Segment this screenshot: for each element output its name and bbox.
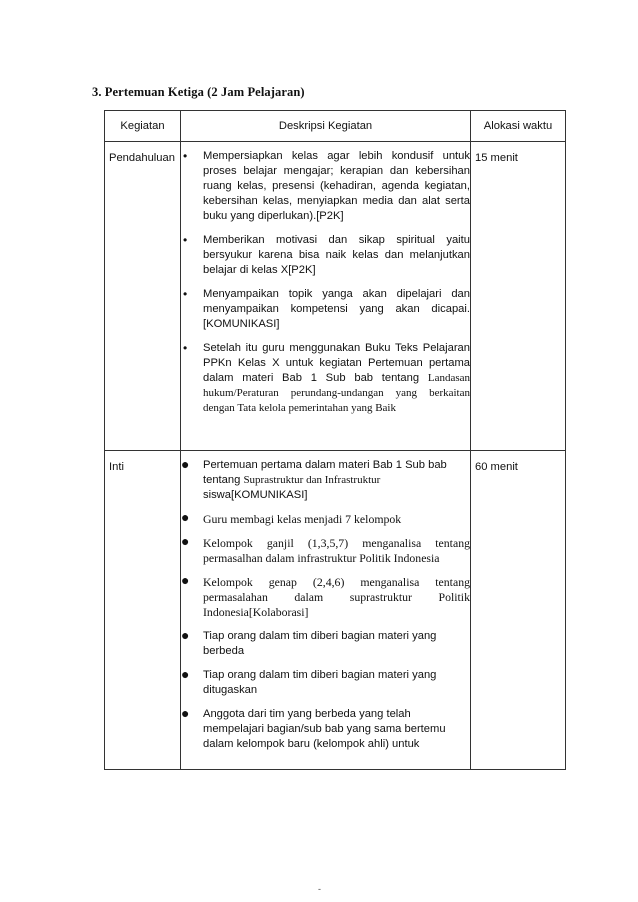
kegiatan-label: Inti — [109, 461, 124, 473]
bullet-icon: • — [183, 149, 188, 163]
header-deskripsi: Deskripsi Kegiatan — [181, 111, 471, 142]
bullet-icon: ● — [181, 627, 190, 643]
table-row — [105, 142, 566, 451]
kegiatan-cell — [105, 451, 181, 770]
kegiatan-label: Pendahuluan — [109, 152, 175, 164]
table-row — [105, 451, 566, 770]
alokasi-cell — [471, 451, 566, 770]
list-item: ● Pertemuan pertama dalam materi Bab 1 Sub bab tentang Suprastruktur dan Infrastruktur siswa[KOMUNIKASI] — [181, 456, 447, 501]
bullet-icon: ● — [181, 666, 190, 682]
header-alokasi: Alokasi waktu — [471, 111, 566, 142]
kegiatan-cell — [105, 142, 181, 451]
bullet-icon: ● — [181, 705, 190, 721]
deskripsi-cell — [181, 451, 471, 770]
page-number: - — [318, 884, 321, 894]
bullet-icon: ● — [181, 456, 190, 472]
list-item: • Setelah itu guru menggunakan Buku Teks Pelajaran PPKn Kelas X untuk kegiatan Pertemuan pertama dalam materi Bab 1 Sub bab tentang Landasan hukum/Peraturan perundang-undangan yang berkaitan dengan Tata kelola pemerintahan yang Baik — [183, 341, 471, 414]
list-item: ● Tiap orang dalam tim diberi bagian materi yang berbeda — [181, 627, 437, 657]
list-item: ● Guru membagi kelas menjadi 7 kelompok — [181, 511, 402, 526]
list-item: • Mempersiapkan kelas agar lebih kondusif untuk proses belajar mengajar; kerapian dan kebersihan ruang kelas, presensi (kehadiran, agenda kegiatan, kebersihan kelas, menyiapkan media dan alat serta buku yang diperlukan).[P2K] — [183, 149, 470, 222]
list-item: • Menyampaikan topik yanga akan dipelajari dan menyampaikan kompetensi yang akan dicapai.[KOMUNIKASI] — [183, 287, 470, 330]
bullet-icon: ● — [181, 511, 190, 526]
header-kegiatan: Kegiatan — [105, 111, 181, 142]
list-item: ● Tiap orang dalam tim diberi bagian materi yang ditugaskan — [181, 666, 437, 696]
activity-table — [104, 110, 566, 770]
bullet-icon: ● — [181, 574, 190, 589]
list-item: ● Kelompok genap (2,4,6) menganalisa tentang permasalahan dalam suprastruktur Politik Indonesia[Kolaborasi] — [181, 574, 470, 619]
alokasi-value: 60 menit — [475, 461, 518, 473]
table-header-row — [105, 111, 566, 142]
activity-list — [181, 451, 470, 752]
activity-list — [181, 142, 470, 416]
list-item: • Memberikan motivasi dan sikap spiritual yaitu bersyukur karena bisa naik kelas dan melanjutkan belajar di kelas X[P2K] — [183, 233, 470, 276]
bullet-icon: • — [183, 233, 188, 247]
alokasi-cell — [471, 142, 566, 451]
bullet-icon: • — [183, 341, 188, 355]
bullet-icon: ● — [181, 535, 190, 550]
bullet-icon: • — [183, 287, 188, 301]
section-heading: 3. Pertemuan Ketiga (2 Jam Pelajaran) — [92, 85, 305, 99]
deskripsi-cell — [181, 142, 471, 451]
alokasi-value: 15 menit — [475, 152, 518, 164]
list-item: ● Kelompok ganjil (1,3,5,7) menganalisa tentang permasalhan dalam infrastruktur Politik Indonesia — [181, 535, 470, 565]
list-item: ● Anggota dari tim yang berbeda yang telah mempelajari bagian/sub bab yang sama bertemu dalam kelompok baru (kelompok ahli) untuk — [181, 705, 446, 750]
